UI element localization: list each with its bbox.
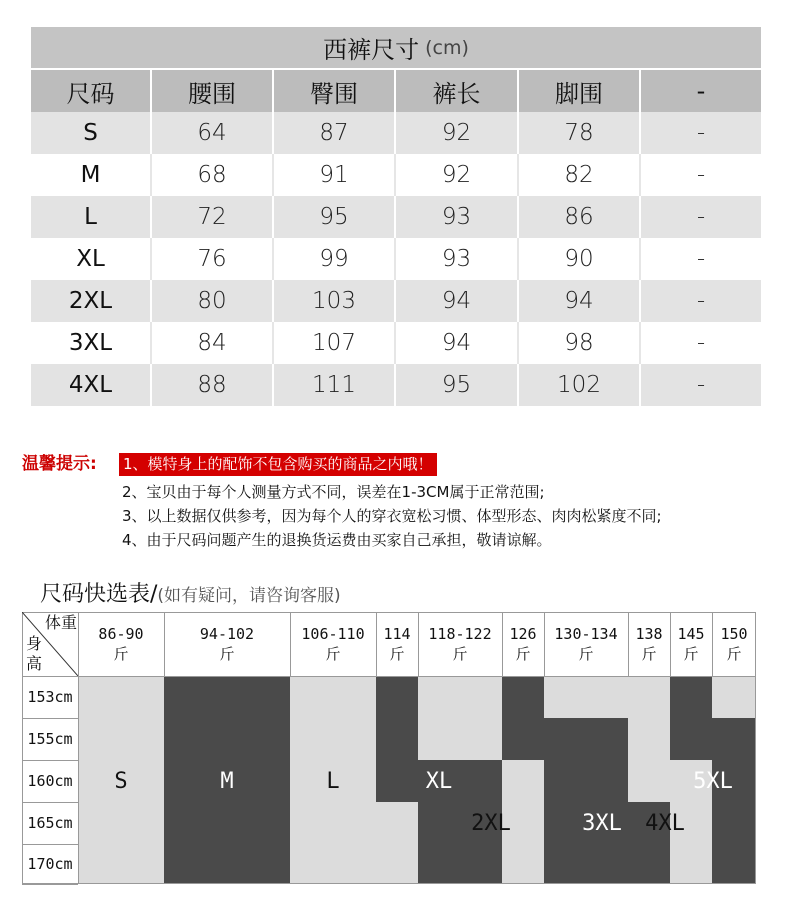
weight-unit: 斤: [683, 645, 699, 663]
corner-height-label: 身高: [25, 634, 42, 673]
cell-hem: 94: [519, 280, 641, 322]
weight-unit: 斤: [726, 645, 742, 663]
cell-waist: 80: [152, 280, 274, 322]
tip-item-2: 2、宝贝由于每个人测量方式不同，误差在1-3CM属于正常范围;: [122, 483, 545, 501]
grid-line: [418, 612, 419, 676]
cell-hip: 91: [274, 154, 396, 196]
table-row: [31, 280, 761, 322]
cell-length: 93: [396, 238, 519, 280]
size-label-l: L: [326, 768, 340, 794]
grid-line: [22, 612, 756, 613]
quick-chart: [22, 612, 758, 884]
weight-column-header: [502, 612, 544, 676]
cell-hem: 90: [519, 238, 641, 280]
cell-length: 93: [396, 196, 519, 238]
header-extra: -: [696, 77, 706, 105]
cell-length: 92: [396, 154, 519, 196]
size-block-dark: [670, 676, 712, 760]
grid-line: [712, 612, 713, 676]
weight-range: 126: [509, 625, 537, 643]
cell-hip: 107: [274, 322, 396, 364]
cell-hem: 102: [519, 364, 641, 406]
cell-size: S: [31, 112, 152, 154]
grid-line: [290, 612, 291, 676]
size-table-body: [31, 112, 761, 406]
quick-chart-subtitle: (如有疑问，请咨询客服): [157, 586, 341, 606]
size-label-5xl: 5XL: [693, 768, 733, 794]
weight-column-header: [628, 612, 670, 676]
cell-extra: -: [696, 120, 706, 146]
cell-size: 3XL: [31, 322, 152, 364]
weight-unit: 斤: [452, 645, 468, 663]
cell-hip: 111: [274, 364, 396, 406]
weight-column-header: [376, 612, 418, 676]
weight-column-header: [290, 612, 376, 676]
cell-waist: 72: [152, 196, 274, 238]
height-row-label: 165cm: [27, 814, 73, 832]
size-table: [31, 27, 761, 406]
tip-item-1: 1、模特身上的配饰不包含购买的商品之内哦！: [119, 453, 437, 476]
cell-length: 92: [396, 112, 519, 154]
cell-size: M: [31, 154, 152, 196]
grid-line: [628, 612, 629, 676]
cell-extra: -: [696, 372, 706, 398]
quick-chart-title-text: 尺码快选表/: [40, 582, 158, 607]
cell-waist: 88: [152, 364, 274, 406]
cell-length: 95: [396, 364, 519, 406]
cell-extra: -: [696, 204, 706, 230]
weight-unit: 斤: [389, 645, 405, 663]
cell-size: 4XL: [31, 364, 152, 406]
cell-waist: 76: [152, 238, 274, 280]
cell-hem: 86: [519, 196, 641, 238]
header-hip: 臀围: [274, 70, 396, 112]
cell-extra: -: [696, 162, 706, 188]
cell-waist: 68: [152, 154, 274, 196]
size-label-2xl: 2XL: [471, 810, 511, 836]
cell-hip: 87: [274, 112, 396, 154]
weight-range: 114: [383, 625, 411, 643]
grid-line: [670, 612, 671, 676]
grid-line: [78, 612, 79, 884]
table-row: [31, 112, 761, 154]
header-hem: 脚围: [519, 70, 641, 112]
size-block-dark: [712, 802, 756, 884]
grid-line: [376, 612, 377, 676]
cell-size: 2XL: [31, 280, 152, 322]
cell-hem: 78: [519, 112, 641, 154]
table-row: [31, 238, 761, 280]
tips-label: 温馨提示:: [22, 454, 97, 474]
size-table-title-text: 西裤尺寸: [323, 36, 420, 64]
cell-hem: 82: [519, 154, 641, 196]
cell-waist: 84: [152, 322, 274, 364]
size-label-3xl: 3XL: [582, 810, 622, 836]
weight-range: 106-110: [301, 625, 365, 643]
weight-column-header: [418, 612, 502, 676]
cell-hip: 99: [274, 238, 396, 280]
tip-item-3: 3、以上数据仅供参考，因为每个人的穿衣宽松习惯、体型形态、肉肉松紧度不同;: [122, 507, 662, 525]
weight-unit: 斤: [578, 645, 594, 663]
weight-column-header: [712, 612, 756, 676]
size-table-title: [31, 27, 761, 70]
cell-extra: -: [696, 288, 706, 314]
weight-column-header: [78, 612, 164, 676]
tip-item-4: 4、由于尺码问题产生的退换货运费由买家自己承担，敬请谅解。: [122, 531, 552, 549]
cell-length: 94: [396, 280, 519, 322]
weight-unit: 斤: [113, 645, 129, 663]
weight-range: 145: [677, 625, 705, 643]
grid-line: [164, 612, 165, 676]
header-size: 尺码: [31, 70, 152, 112]
size-table-header-row: [31, 70, 761, 112]
header-length: 裤长: [396, 70, 519, 112]
size-table-unit: (cm): [425, 36, 469, 59]
cell-size: XL: [31, 238, 152, 280]
height-row-label: 155cm: [27, 730, 73, 748]
grid-line: [755, 612, 756, 884]
table-row: [31, 322, 761, 364]
corner-weight-label: 体重: [44, 613, 77, 632]
height-row-label: 170cm: [27, 855, 73, 873]
cell-extra: -: [696, 330, 706, 356]
size-label-m: M: [220, 768, 234, 794]
grid-line: [22, 676, 756, 677]
weight-unit: 斤: [325, 645, 341, 663]
weight-unit: 斤: [641, 645, 657, 663]
cell-extra: -: [696, 246, 706, 272]
weight-range: 150: [720, 625, 748, 643]
table-row: [31, 154, 761, 196]
size-block-dark: [544, 718, 628, 802]
size-label-4xl: 4XL: [645, 810, 685, 836]
weight-range: 130-134: [554, 625, 618, 643]
weight-range: 118-122: [428, 625, 492, 643]
weight-column-header: [164, 612, 290, 676]
weight-column-header: [670, 612, 712, 676]
cell-hip: 103: [274, 280, 396, 322]
size-label-s: S: [114, 768, 128, 794]
grid-line: [502, 612, 503, 676]
grid-line: [22, 844, 78, 845]
grid-line: [22, 884, 78, 885]
grid-line: [22, 802, 78, 803]
table-row: [31, 196, 761, 238]
table-row: [31, 364, 761, 406]
cell-hip: 95: [274, 196, 396, 238]
weight-range: 94-102: [199, 625, 255, 643]
header-waist: 腰围: [152, 70, 274, 112]
grid-line: [22, 760, 78, 761]
height-row-label: 160cm: [27, 772, 73, 790]
cell-waist: 64: [152, 112, 274, 154]
cell-size: L: [31, 196, 152, 238]
grid-line: [22, 883, 756, 884]
weight-unit: 斤: [515, 645, 531, 663]
weight-range: 138: [635, 625, 663, 643]
height-row-label: 153cm: [27, 688, 73, 706]
cell-length: 94: [396, 322, 519, 364]
quick-chart-title: [40, 577, 341, 608]
weight-range: 86-90: [98, 625, 144, 643]
weight-column-header: [544, 612, 628, 676]
grid-line: [22, 718, 78, 719]
cell-hem: 98: [519, 322, 641, 364]
weight-unit: 斤: [219, 645, 235, 663]
size-block-dark: [502, 676, 544, 760]
grid-line: [544, 612, 545, 676]
size-label-xl: XL: [425, 768, 453, 794]
